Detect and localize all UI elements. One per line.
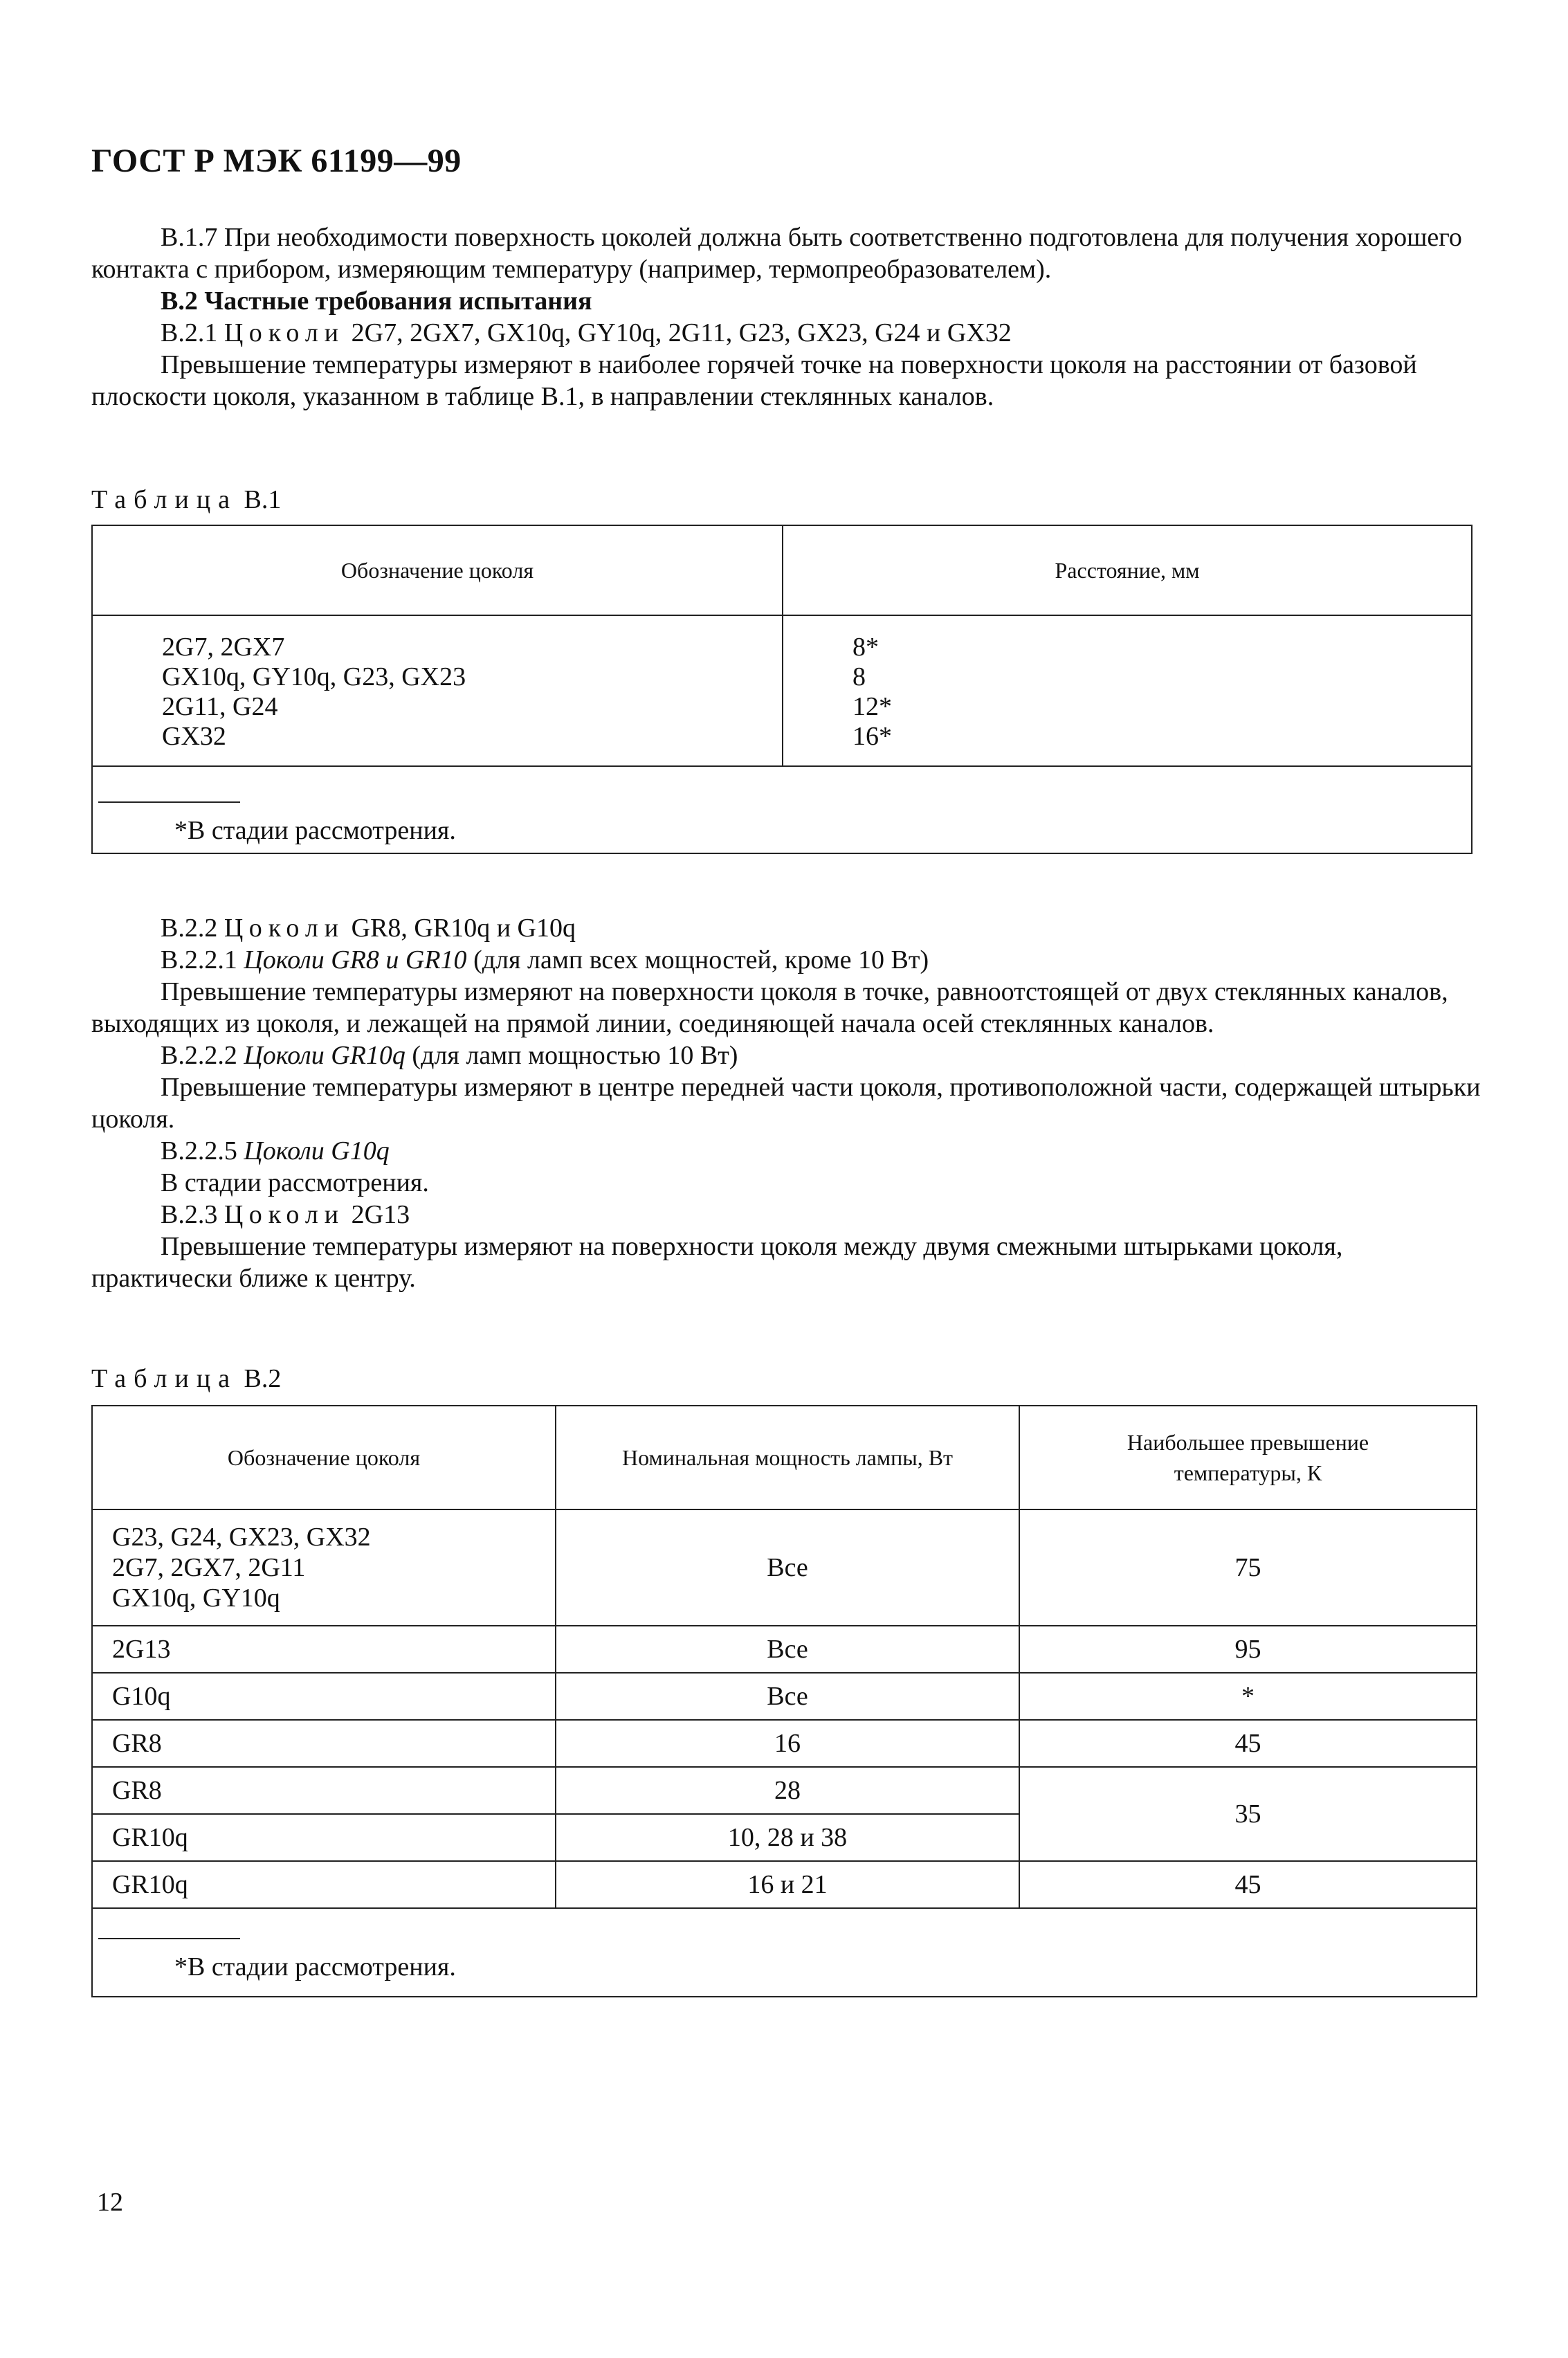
table1-base-4: GX32: [162, 722, 226, 751]
table2-row1-base-1: G23, G24, GX23, GX32: [112, 1523, 371, 1552]
table2-header-col1: Обозначение цоколя: [92, 1406, 556, 1509]
paragraph-b23: Превышение температуры измеряют на поверхности цоколя между двумя смежными штырьками цоколя, практически ближе к центру.: [91, 1232, 1343, 1293]
table1-base-1: 2G7, 2GX7: [162, 633, 285, 662]
heading-b23-rest: 2G13: [351, 1200, 410, 1229]
heading-b221-num: В.2.2.1: [161, 945, 237, 974]
heading-b21: [91, 317, 1482, 349]
heading-b222-rest: (для ламп мощностью 10 Вт): [412, 1041, 738, 1070]
table1-header-row: [92, 525, 1472, 615]
table2-row2-temp: 95: [1019, 1626, 1477, 1673]
table1-caption-word: Таблица: [91, 485, 238, 514]
table1-distance-1: 8*: [853, 633, 879, 662]
heading-b225-title: Цоколи G10q: [244, 1136, 390, 1166]
heading-b225-num: В.2.2.5: [161, 1136, 237, 1166]
table2-row6-base: GR10q: [92, 1814, 556, 1861]
heading-b22-rest: GR8, GR10q и G10q: [351, 914, 576, 943]
heading-b21-word: Цоколи: [224, 318, 345, 347]
table1-caption: [91, 484, 281, 515]
table1-footnote: *В стадии рассмотрения.: [174, 816, 456, 845]
table1-distance-3: 12*: [853, 692, 892, 721]
heading-b21-num: В.2.1: [161, 318, 218, 347]
table1-footnote-rule: [98, 801, 240, 803]
heading-b221: [91, 944, 1482, 976]
table2-row-7: [92, 1861, 1477, 1908]
table2-row3-power: Все: [556, 1673, 1019, 1720]
table2-footnote-cell: [92, 1908, 1477, 1997]
heading-b222: [91, 1040, 1482, 1071]
table2-row-1: [92, 1509, 1477, 1626]
table2-footnote-row: [92, 1908, 1477, 1997]
table2-row6-power: 10, 28 и 38: [556, 1814, 1019, 1861]
table2-footnote: *В стадии рассмотрения.: [174, 1952, 456, 1981]
table2-row1-temp: 75: [1019, 1509, 1477, 1626]
table1-base-3: 2G11, G24: [162, 692, 278, 721]
heading-b22-num: В.2.2: [161, 914, 218, 943]
table2-header-col3: Наибольшее превышение температуры, К: [1019, 1406, 1477, 1509]
table2-row-2: [92, 1626, 1477, 1673]
page-number: 12: [97, 2188, 123, 2217]
table2-row-3: [92, 1673, 1477, 1720]
paragraph-b21: Превышение температуры измеряют в наиболее горячей точке на поверхности цоколя на расстоянии от базовой плоскости цоколя, указанном в таблице В.1, в направлении стеклянных каналов.: [91, 350, 1417, 411]
table2-row1-base-2: 2G7, 2GX7, 2G11: [112, 1553, 306, 1582]
paragraph-b17: В.1.7 При необходимости поверхность цоколей должна быть соответственно подготовлена для получения хорошего контакта с прибором, измеряющим температуру (например, термопреобразователем).: [91, 223, 1462, 284]
table2-row7-temp: 45: [1019, 1861, 1477, 1908]
table1-distance-cell: [783, 615, 1472, 766]
table2-row-5: [92, 1767, 1477, 1814]
table-b1: [91, 525, 1473, 854]
heading-b222-title: Цоколи GR10q: [244, 1041, 405, 1070]
heading-b221-title: Цоколи GR8 и GR10: [244, 945, 467, 974]
table2-row4-base: GR8: [92, 1720, 556, 1767]
text-block-1: [91, 221, 1482, 412]
text-block-2: [91, 912, 1482, 1294]
table1-header-col2: Расстояние, мм: [783, 525, 1472, 615]
heading-b23-word: Цоколи: [224, 1200, 345, 1229]
table2-row-4: [92, 1720, 1477, 1767]
table2-row2-power: Все: [556, 1626, 1019, 1673]
table2-row3-temp: *: [1019, 1673, 1477, 1720]
table2-header-col2: Номинальная мощность лампы, Вт: [556, 1406, 1019, 1509]
heading-b221-rest: (для ламп всех мощностей, кроме 10 Вт): [473, 945, 929, 974]
paragraph-b225: В стадии рассмотрения.: [161, 1168, 429, 1197]
table2-row7-base: GR10q: [92, 1861, 556, 1908]
table2-caption-num: В.2: [244, 1364, 282, 1393]
table2-row2-base: 2G13: [92, 1626, 556, 1673]
table2-row3-base: G10q: [92, 1673, 556, 1720]
heading-b222-num: В.2.2.2: [161, 1041, 237, 1070]
heading-b23-num: В.2.3: [161, 1200, 218, 1229]
heading-b23: [91, 1199, 1482, 1231]
table1-body-row: [92, 615, 1472, 766]
table1-distance-2: 8: [853, 662, 866, 691]
document-header: ГОСТ Р МЭК 61199—99: [91, 143, 462, 179]
heading-b22-word: Цоколи: [224, 914, 345, 943]
table2-caption: [91, 1363, 281, 1394]
table1-caption-num: В.1: [244, 485, 282, 514]
paragraph-b221: Превышение температуры измеряют на поверхности цоколя в точке, равноотстоящей от двух стеклянных каналов, выходящих из цоколя, и лежащей на прямой линии, соединяющей начала осей стеклянных каналов.: [91, 977, 1448, 1038]
table-b2: [91, 1405, 1477, 1997]
heading-b21-rest: 2G7, 2GX7, GX10q, GY10q, 2G11, G23, GX23, G24 и GX32: [351, 318, 1012, 347]
heading-b2: В.2 Частные требования испытания: [161, 287, 592, 316]
paragraph-b222: Превышение температуры измеряют в центре передней части цоколя, противоположной части, содержащей штырьки цоколя.: [91, 1073, 1481, 1134]
table1-header-col1: Обозначение цоколя: [92, 525, 783, 615]
table1-base-cell: [92, 615, 783, 766]
heading-b22: [91, 912, 1482, 944]
table1-footnote-row: [92, 766, 1472, 853]
table2-footnote-rule: [98, 1938, 240, 1939]
table2-header-row: [92, 1406, 1477, 1509]
table2-row1-base-3: GX10q, GY10q: [112, 1584, 280, 1613]
table2-row5-base: GR8: [92, 1767, 556, 1814]
table2-caption-word: Таблица: [91, 1364, 238, 1393]
table1-footnote-cell: [92, 766, 1472, 853]
table2-row1-power: Все: [556, 1509, 1019, 1626]
table2-row56-temp: 35: [1019, 1767, 1477, 1861]
table2-row4-temp: 45: [1019, 1720, 1477, 1767]
table2-row1-base-cell: [92, 1509, 556, 1626]
table2-row4-power: 16: [556, 1720, 1019, 1767]
table2-row7-power: 16 и 21: [556, 1861, 1019, 1908]
table1-base-2: GX10q, GY10q, G23, GX23: [162, 662, 466, 691]
table1-distance-4: 16*: [853, 722, 892, 751]
heading-b225: [91, 1135, 1482, 1167]
table2-row5-power: 28: [556, 1767, 1019, 1814]
